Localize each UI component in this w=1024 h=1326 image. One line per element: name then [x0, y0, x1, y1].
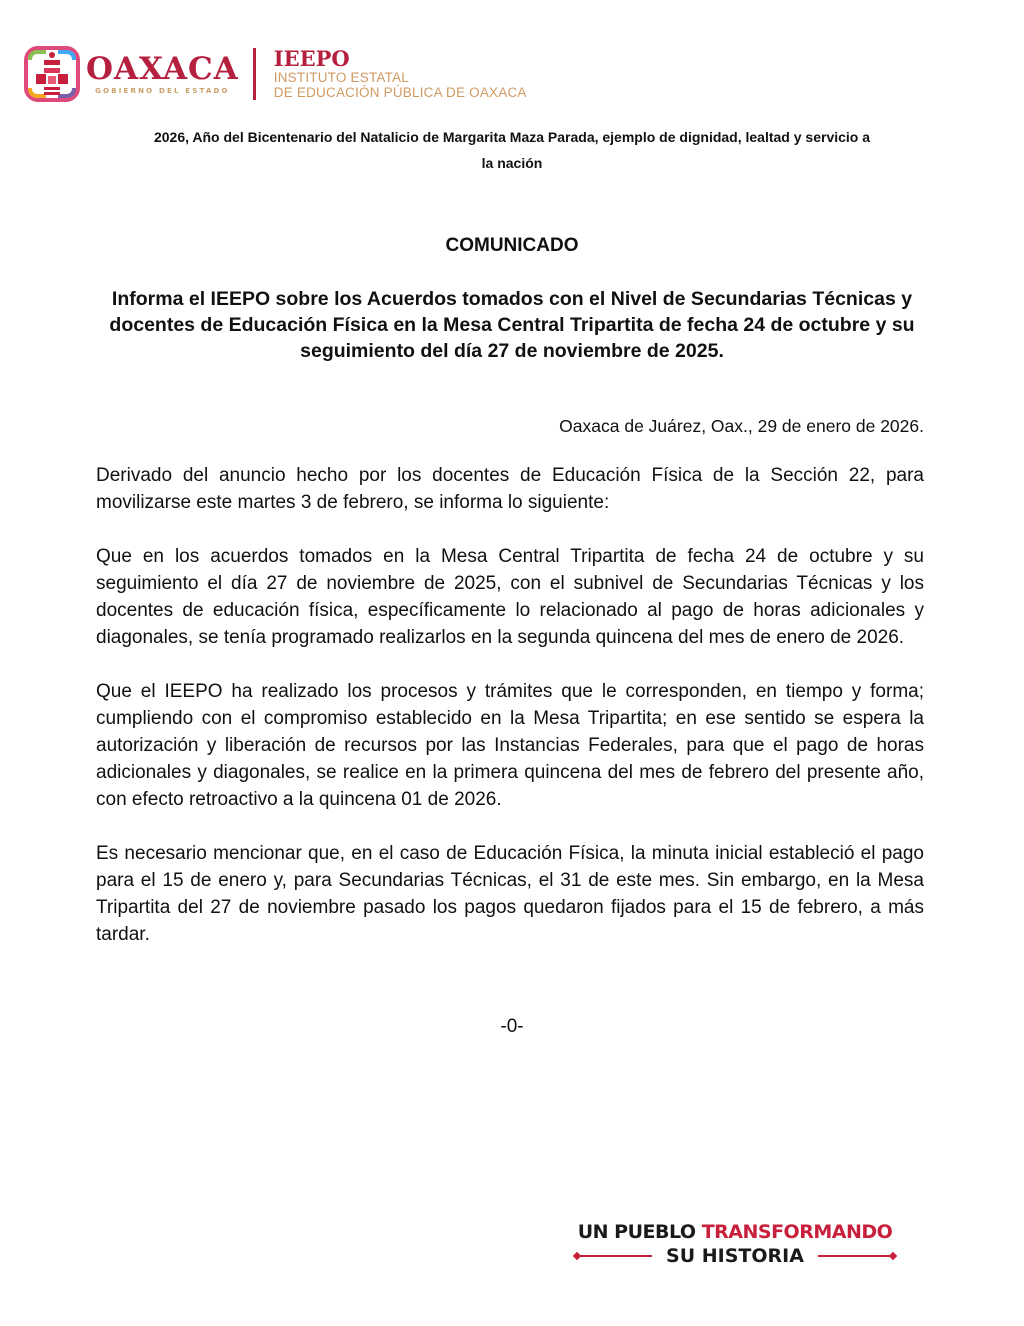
institute-name-line2: DE EDUCACIÓN PÚBLICA DE OAXACA: [273, 85, 527, 100]
motto-line-2: la nación: [481, 155, 543, 171]
document-title: COMUNICADO: [445, 235, 579, 256]
dateline: Oaxaca de Juárez, Oax., 29 de enero de 2026.: [559, 416, 924, 436]
government-subtitle: GOBIERNO DEL ESTADO: [95, 87, 230, 95]
body-paragraph: Que el IEEPO ha realizado los procesos y trámites que le corresponden, en tiempo y forma; cumpliendo con el compromiso establecido en la Mesa Tripartita; en ese sentido se espera la autorización y liberación de recursos por las Instancias Federales, para que el pago de horas adicionales y diagonales, se realice en la primera quincena del mes de febrero del presente año, con efecto retroactivo a la quincena 01 de 2026.: [96, 681, 924, 810]
year-motto: [90, 124, 934, 176]
government-name: OAXACA: [86, 51, 239, 87]
institute-logo: [274, 48, 527, 100]
body-paragraph: Que en los acuerdos tomados en la Mesa Central Tripartita de fecha 24 de octubre y su seguimiento el día 27 de noviembre de 2025, con el subnivel de Secundarias Técnicas y los docentes de educación física, específicamente lo relacionado al pago de horas adicionales y diagonales, se tenía programado realizarlos en la segunda quincena del mes de enero de 2026.: [96, 546, 924, 648]
diamond-icon: [889, 1252, 897, 1260]
slogan-line-1: [560, 1220, 910, 1244]
motto-line-1: 2026, Año del Bicentenario del Natalicio de Margarita Maza Parada, ejemplo de dignidad, lealtad y servicio a: [153, 129, 871, 145]
government-logo: [86, 53, 239, 95]
oaxaca-emblem-icon: [24, 46, 80, 102]
institute-acronym: IEEPO: [273, 46, 350, 71]
diamond-icon: [573, 1252, 581, 1260]
body-paragraph: Derivado del anuncio hecho por los docentes de Educación Física de la Sección 22, para movilizarse este martes 3 de febrero, se informa lo siguiente:: [96, 465, 924, 513]
slogan-rule-left: [574, 1253, 652, 1259]
logo-divider: [253, 48, 256, 100]
slogan-part-1: UN PUEBLO: [577, 1221, 702, 1243]
body-paragraph: Es necesario mencionar que, en el caso de Educación Física, la minuta inicial estableció el pago para el 15 de enero y, para Secundarias Técnicas, el 31 de este mes. Sin embargo, en la Mesa Tripartita del 27 de noviembre pasado los pagos quedaron fijados para el 15 de febrero, a más tardar.: [96, 843, 924, 945]
document-body: [96, 462, 924, 975]
slogan-rule-right: [818, 1253, 896, 1259]
slogan-line-2-text: SU HISTORIA: [666, 1245, 804, 1267]
slogan-line-2: [560, 1244, 910, 1268]
letterhead: [24, 44, 527, 104]
footer-slogan: [560, 1220, 910, 1268]
closing-mark: -0-: [500, 1016, 524, 1037]
document-subtitle: Informa el IEEPO sobre los Acuerdos tomados con el Nivel de Secundarias Técnicas y docentes de Educación Física en la Mesa Central Tripartita de fecha 24 de octubre y su seguimiento del día 27 de noviembre de 2025.: [109, 288, 915, 362]
institute-name-line1: INSTITUTO ESTATAL: [273, 70, 409, 85]
slogan-part-2: TRANSFORMANDO: [701, 1221, 893, 1243]
